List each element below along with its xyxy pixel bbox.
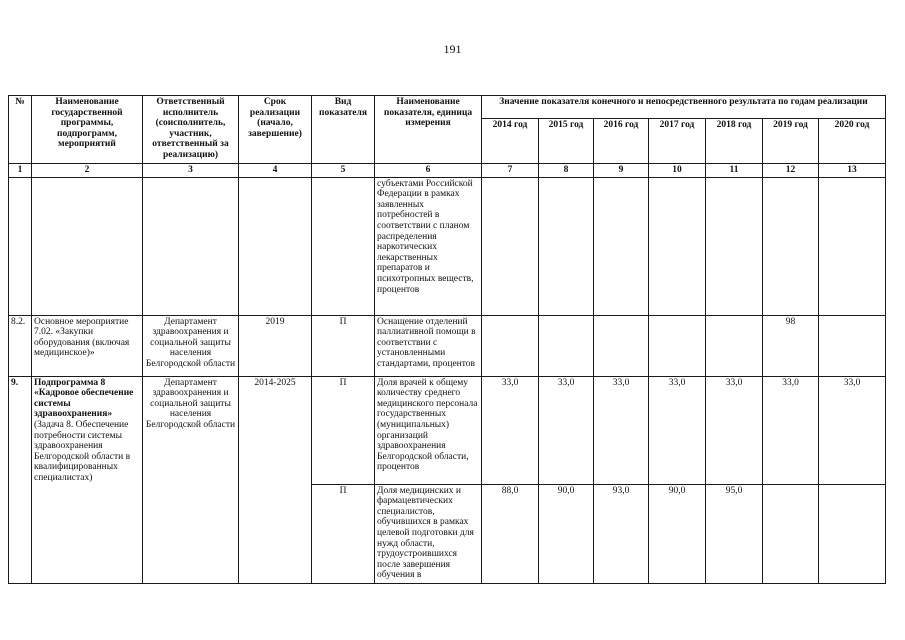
column-number: 6 [375,164,482,178]
row-value: 98 [763,315,819,376]
row-value [649,177,706,315]
row-indicator-type: П [312,315,375,376]
row-value: 90,0 [539,484,594,583]
row-value: 95,0 [706,484,763,583]
row-period [239,177,312,315]
page-number: 191 [443,42,462,56]
row-value [482,315,539,376]
column-number: 5 [312,164,375,178]
row-value: 33,0 [594,376,649,484]
column-number: 11 [706,164,763,178]
row-responsible: Департамент здравоохранения и социальной защиты населения Белгородской области [143,315,239,376]
row-value [819,177,886,315]
row-program-name: Основное мероприятие 7.02. «Закупки оборудования (включая медицинское)» [32,315,143,376]
header-year: 2015 год [539,119,594,164]
row-value: 33,0 [763,376,819,484]
column-number: 1 [9,164,32,178]
row-number: 9. [9,376,32,583]
row-indicator-name: Оснащение отделений паллиативной помощи в соответствии с установленными стандартами, процентов [375,315,482,376]
header-year: 2018 год [706,119,763,164]
row-responsible [143,177,239,315]
column-number: 10 [649,164,706,178]
row-value: 90,0 [649,484,706,583]
header-period: Срок реализации (начало, завершение) [239,96,312,164]
table-row [9,315,886,376]
header-year: 2020 год [819,119,886,164]
header-responsible: Ответственный исполнитель (соисполнитель, участник, ответственный за реализацию) [143,96,239,164]
table-row [9,177,886,315]
row-indicator-type: П [312,376,375,484]
column-number: 12 [763,164,819,178]
header-year: 2019 год [763,119,819,164]
row-value: 33,0 [706,376,763,484]
row-program-name [32,177,143,315]
row-value [706,177,763,315]
row-value [539,177,594,315]
row-value: 33,0 [649,376,706,484]
row-value [649,315,706,376]
column-number: 3 [143,164,239,178]
column-number: 9 [594,164,649,178]
header-number: № [9,96,32,164]
row-period: 2019 [239,315,312,376]
table-row [9,376,886,484]
row-value: 33,0 [482,376,539,484]
header-year: 2017 год [649,119,706,164]
row-value: 88,0 [482,484,539,583]
row-number: 8.2. [9,315,32,376]
column-number: 8 [539,164,594,178]
column-number: 13 [819,164,886,178]
row-indicator-name: Доля врачей к общему количеству среднего медицинского персонала государственных (муниципальных) организаций здравоохранения Белгородской области, процентов [375,376,482,484]
row-value [819,484,886,583]
row-period: 2014-2025 [239,376,312,583]
row-indicator-type: П [312,484,375,583]
column-number-row [9,164,886,178]
header-values-group: Значение показателя конечного и непосредственного результата по годам реализации [482,96,886,119]
header-year: 2016 год [594,119,649,164]
row-value: 33,0 [819,376,886,484]
indicator-table [8,95,886,584]
header-indicator-name: Наименование показателя, единица измерения [375,96,482,164]
row-responsible: Департамент здравоохранения и социальной защиты населения Белгородской области [143,376,239,583]
row-value [594,315,649,376]
row-value: 93,0 [594,484,649,583]
row-program-name [32,376,143,583]
header-program-name: Наименование государственной программы, подпрограмм, мероприятий [32,96,143,164]
row-number [9,177,32,315]
row-value [482,177,539,315]
header-year: 2014 год [482,119,539,164]
header-indicator-type: Вид показателя [312,96,375,164]
row-value [819,315,886,376]
subprogram-title: Подпрограмма 8 «Кадровое обеспечение системы здравоохранения» [34,377,134,420]
row-value [763,484,819,583]
subprogram-task: (Задача 8. Обеспечение потребности системы здравоохранения Белгородской области в квалифицированных специалистах) [34,419,131,483]
column-number: 7 [482,164,539,178]
column-number: 4 [239,164,312,178]
row-value [539,315,594,376]
row-value [763,177,819,315]
row-value: 33,0 [539,376,594,484]
row-indicator-type [312,177,375,315]
row-value [706,315,763,376]
row-value [594,177,649,315]
header-row [9,96,886,119]
column-number: 2 [32,164,143,178]
row-indicator-name: субъектами Российской Федерации в рамках заявленных потребностей в соответствии с планом распределения наркотических лекарственных препаратов и психотропных веществ, процентов [375,177,482,315]
row-indicator-name: Доля медицинских и фармацевтических специалистов, обучившихся в рамках целевой подготовки для нужд области, трудоустроившихся после завершения обучения в [375,484,482,583]
